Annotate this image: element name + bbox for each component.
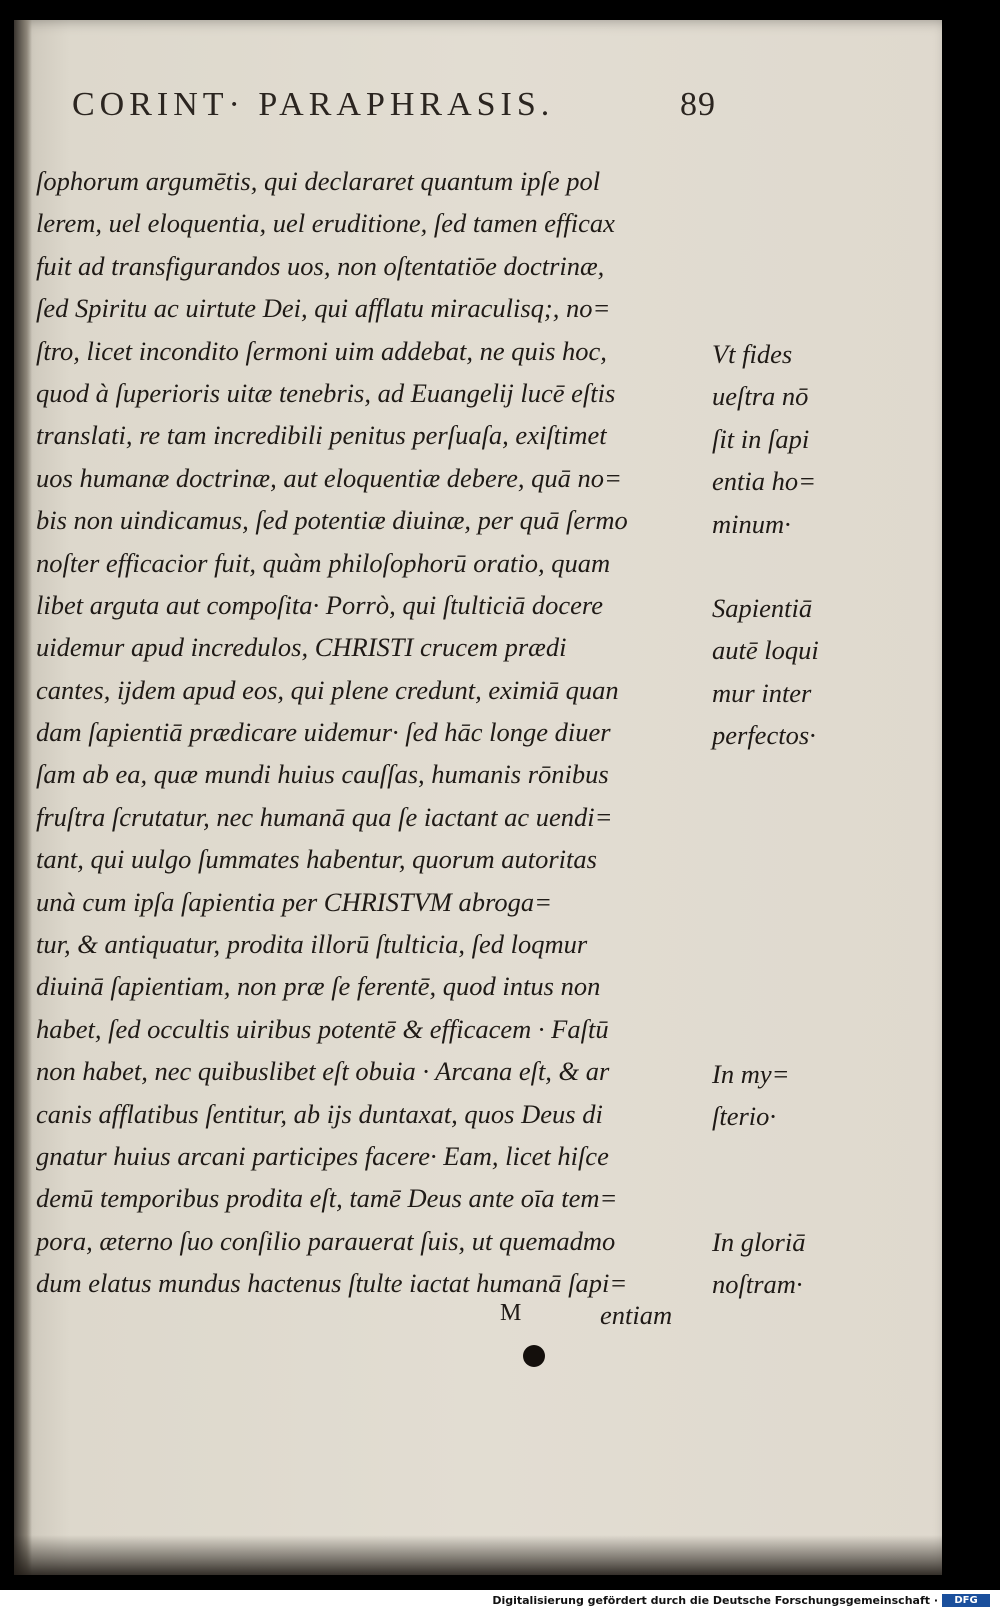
text-line: pora, æterno ſuo conſilio parauerat ſuis, ut quemadmo: [36, 1225, 616, 1256]
margin-note-line: ſit in ſapi: [712, 423, 810, 454]
text-line: unà cum ipſa ſapientia per CHRISTVM abroga=: [36, 886, 552, 917]
text-line: tur, & antiquatur, prodita illorū ſtulticia, ſed loqmur: [36, 929, 588, 960]
margin-note-in-gloriam: [712, 1221, 862, 1306]
text-line: ſed Spiritu ac uirtute Dei, qui afflatu miraculisq;, no=: [36, 293, 611, 324]
text-line: diuinā ſapientiam, non præ ſe ferentē, quod intus non: [36, 971, 601, 1002]
page-number: 89: [680, 86, 716, 123]
margin-note-line: In gloriā: [712, 1227, 806, 1257]
text-line: uidemur apud incredulos, CHRISTI crucem prædi: [36, 632, 567, 663]
text-line: libet arguta aut compoſita· Porrò, qui ſtulticiā docere: [36, 589, 603, 620]
text-line: ſam ab ea, quæ mundi huius cauſſas, humanis rōnibus: [36, 759, 609, 790]
margin-note-sapientiam: [712, 587, 862, 757]
margin-note-line: Vt fides: [712, 339, 793, 369]
margin-note-line: ueſtra nō: [712, 381, 809, 412]
text-line: ſophorum argumētis, qui declararet quantum ipſe pol: [36, 166, 601, 196]
margin-note-line: ſterio·: [712, 1101, 777, 1132]
margin-note-line: noſtram·: [712, 1269, 803, 1300]
text-line: quod à ſuperioris uitæ tenebris, ad Euangelij lucē eſtis: [36, 377, 616, 408]
footer-credit: Digitalisierung gefördert durch die Deutsche Forschungsgemeinschaft ·: [492, 1594, 938, 1607]
margin-note-line: entia ho=: [712, 466, 816, 497]
text-line: demū temporibus prodita eſt, tamē Deus ante oīa tem=: [36, 1183, 618, 1214]
text-line: dam ſapientiā prædicare uidemur· ſed hāc longe diuer: [36, 717, 611, 748]
dfg-logo-icon: DFG: [942, 1594, 990, 1607]
margin-note-line: mur inter: [712, 677, 812, 708]
text-line: ſtro, licet incondito ſermoni uim addebat, ne quis hoc,: [36, 335, 607, 366]
text-line: non habet, nec quibuslibet eſt obuia · Arcana eſt, & ar: [36, 1056, 610, 1087]
text-line: translati, re tam incredibili penitus perſuaſa, exiſtimet: [36, 420, 607, 451]
catchword: entiam: [600, 1300, 673, 1330]
signature-mark: M: [500, 1300, 522, 1326]
text-line: cantes, ijdem apud eos, qui plene credunt, eximiā quan: [36, 674, 619, 705]
text-line: noſter efficacior fuit, quàm philoſophorū oratio, quam: [36, 547, 611, 578]
text-line: fuit ad transfigurandos uos, non oſtentatiōe doctrinæ,: [36, 250, 605, 281]
running-head: [56, 80, 716, 130]
page-gutter-shadow: [14, 20, 32, 1575]
text-line: uos humanæ doctrinæ, aut eloquentiæ debere, quā no=: [36, 462, 622, 493]
text-line: bis non uindicamus, ſed potentiæ diuinæ, per quā ſermo: [36, 505, 628, 536]
text-line: tant, qui uulgo ſummates habentur, quorum autoritas: [36, 844, 597, 875]
text-line: lerem, uel eloquentia, uel eruditione, ſed tamen efficax: [36, 208, 615, 239]
text-line: gnatur huius arcani participes facere· Eam, licet hiſce: [36, 1140, 609, 1171]
margin-note-line: minum·: [712, 508, 791, 539]
margin-note-line: perfectos·: [712, 720, 816, 751]
margin-note-line: autē loqui: [712, 635, 819, 666]
margin-note-ut-fides: [712, 333, 862, 545]
text-line: fruſtra ſcrutatur, nec humanā qua ſe iactant ac uendi=: [36, 801, 613, 832]
margin-note-line: In my=: [712, 1059, 790, 1089]
text-line: dum elatus mundus hactenus ſtulte iactat humanā ſapi=: [36, 1268, 628, 1299]
body-text: [36, 160, 686, 1305]
ink-blot: [523, 1345, 545, 1367]
margin-note-line: Sapientiā: [712, 593, 813, 623]
page-bottom-shadow: [14, 1535, 942, 1575]
margin-note-in-mysterio: [712, 1053, 862, 1138]
text-line: canis afflatibus ſentitur, ab ijs duntaxat, quos Deus di: [36, 1098, 603, 1129]
text-line: habet, ſed occultis uiribus potentē & efficacem · Faſtū: [36, 1013, 609, 1044]
running-head-title: CORINT· PARAPHRASIS.: [72, 86, 555, 123]
